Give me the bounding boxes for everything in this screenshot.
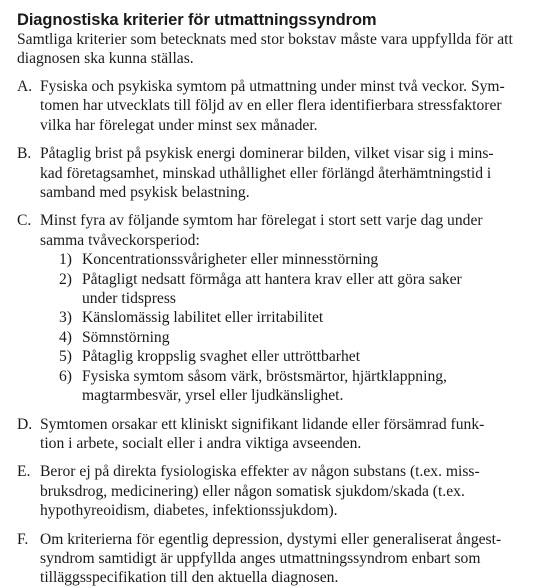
symptom-text xyxy=(82,250,540,269)
symptom-text xyxy=(82,367,540,406)
criterion-f xyxy=(17,530,540,588)
criterion-a xyxy=(17,77,540,135)
symptom-item xyxy=(40,270,540,309)
criterion-text xyxy=(40,211,540,405)
symptom-line: under tidspress xyxy=(82,290,176,308)
criterion-line: tion i arbete, socialt eller i andra viktiga avseenden. xyxy=(40,434,362,452)
criterion-line: Minst fyra av följande symtom har förelegat i stort sett varje dag under xyxy=(40,212,483,230)
symptom-line: Påtagligt nedsatt förmåga att hantera krav eller att göra saker xyxy=(82,270,462,288)
criterion-d xyxy=(17,415,540,454)
symptom-line: Sömnstörning xyxy=(82,328,170,346)
criteria-list xyxy=(17,77,540,588)
symptom-item xyxy=(40,367,540,406)
symptom-list xyxy=(40,250,540,405)
symptom-text xyxy=(82,270,540,309)
criterion-letter: C. xyxy=(17,212,32,230)
symptom-number: 1) xyxy=(59,251,72,269)
symptom-number: 4) xyxy=(59,328,72,346)
symptom-line: magtarmbesvär, yrsel eller ljudkänslighet. xyxy=(82,387,344,405)
symptom-item xyxy=(40,347,540,366)
criterion-c xyxy=(17,211,540,405)
symptom-item xyxy=(40,308,540,327)
criterion-text xyxy=(40,144,540,202)
criterion-line: Symtomen orsakar ett kliniskt signifikant lidande eller försämrad funk- xyxy=(40,415,485,433)
criterion-line: syndrom samtidigt är uppfyllda anges utmattningssyndrom enbart som xyxy=(40,549,481,567)
criterion-line: hypothyreoidism, diabetes, infektionssjukdom). xyxy=(40,502,338,520)
criterion-text xyxy=(40,77,540,135)
symptom-line: Påtaglig kroppslig svaghet eller uttröttbarhet xyxy=(82,348,361,366)
criterion-letter: B. xyxy=(17,145,32,163)
criterion-line: bruksdrog, medicinering) eller någon somatisk sjukdom/skada (t.ex. xyxy=(40,482,465,500)
criterion-line: Om kriterierna för egentlig depression, dystymi eller generaliserat ångest- xyxy=(40,530,502,548)
criterion-text xyxy=(40,415,540,454)
symptom-line: Känslomässig labilitet eller irritabilitet xyxy=(82,309,324,327)
criterion-line: kad företagsamhet, minskad uthållighet eller förlängd återhämtningstid i xyxy=(40,164,492,182)
symptom-text xyxy=(82,347,540,366)
intro-line: diagnosen ska kunna ställas. xyxy=(17,50,194,67)
criterion-e xyxy=(17,462,540,520)
symptom-number: 5) xyxy=(59,348,72,366)
intro-line: Samtliga kriterier som betecknats med stor bokstav måste vara uppfyllda för att xyxy=(17,31,513,48)
symptom-number: 6) xyxy=(59,367,72,385)
criterion-letter: D. xyxy=(17,415,33,433)
symptom-line: Koncentrationssvårigheter eller minnesstörning xyxy=(82,251,379,269)
criterion-text xyxy=(40,462,540,520)
symptom-line: Fysiska symtom såsom värk, bröstsmärtor, hjärtklappning, xyxy=(82,367,447,385)
symptom-text xyxy=(82,328,540,347)
criterion-line: Beror ej på direkta fysiologiska effekter av någon substans (t.ex. miss- xyxy=(40,463,480,481)
symptom-text xyxy=(82,308,540,327)
symptom-item xyxy=(40,328,540,347)
criterion-letter: A. xyxy=(17,78,33,95)
criterion-line: tomen har utvecklats till följd av en eller flera identifierbara stressfaktorer xyxy=(40,97,502,115)
criterion-line: vilka har förelegat under minst sex månader. xyxy=(40,116,318,134)
criterion-line: samma tvåveckorsperiod: xyxy=(40,231,200,249)
criterion-line: samband med psykisk belastning. xyxy=(40,184,250,202)
symptom-number: 3) xyxy=(59,309,72,327)
intro-paragraph xyxy=(17,30,540,68)
criterion-letter: E. xyxy=(17,463,31,481)
criterion-text xyxy=(40,530,540,588)
criterion-letter: F. xyxy=(17,530,29,548)
document-title: Diagnostiska kriterier för utmattningssyndrom xyxy=(17,11,377,29)
criterion-line: Påtaglig brist på psykisk energi dominerar bilden, vilket visar sig i mins- xyxy=(40,145,494,163)
criterion-line: tilläggsspecifikation till den aktuella diagnosen. xyxy=(40,569,339,587)
symptom-item xyxy=(40,250,540,269)
criterion-line: Fysiska och psykiska symtom på utmattning under minst två veckor. Sym- xyxy=(40,78,505,95)
criterion-b xyxy=(17,144,540,202)
symptom-number: 2) xyxy=(59,270,72,288)
